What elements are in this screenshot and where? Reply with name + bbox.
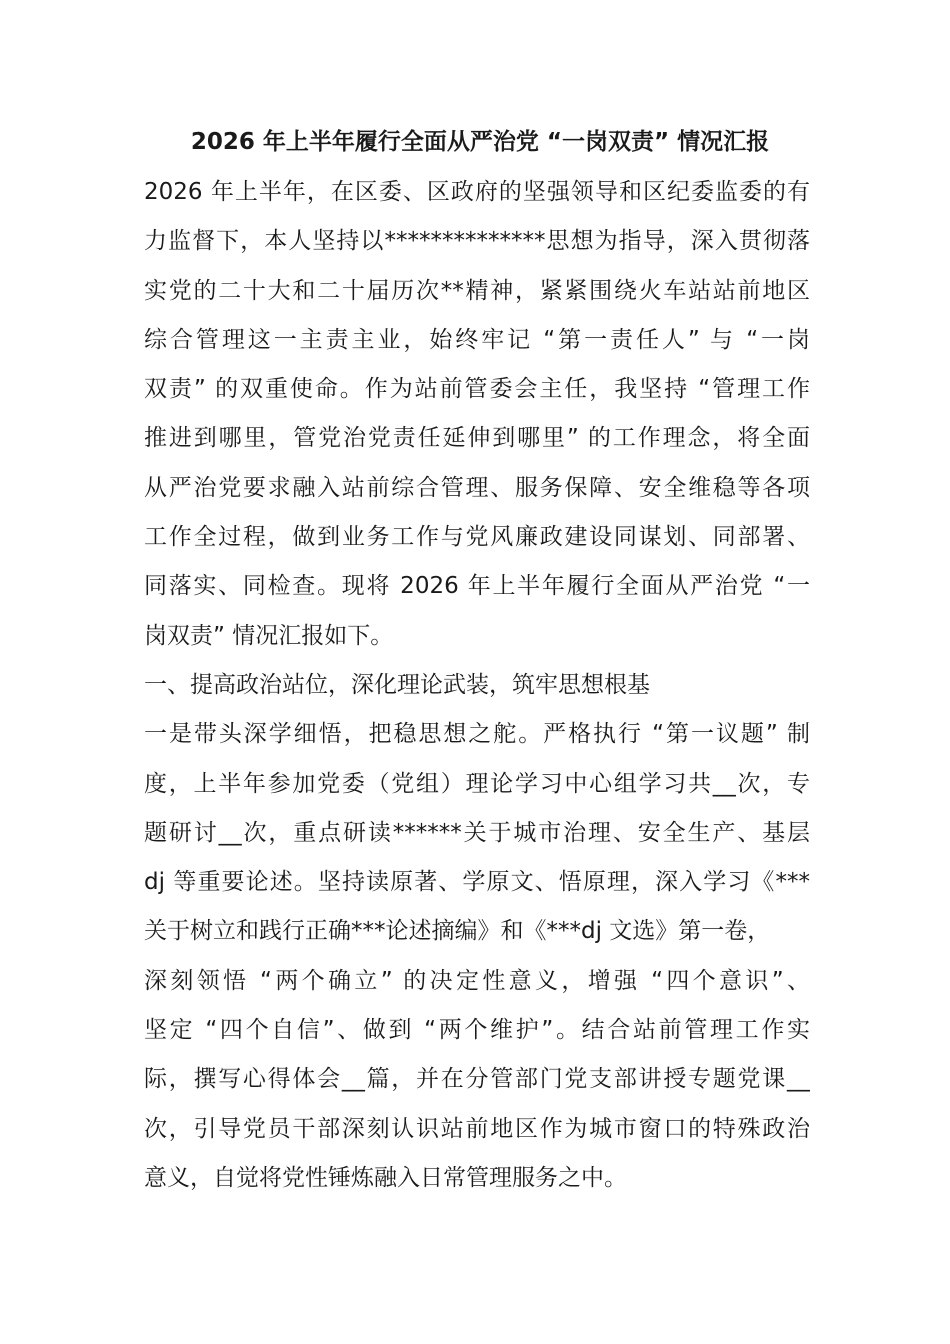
paragraph-line: 工作全过程，做到业务工作与党风廉政建设同谋划、同部署、 <box>144 524 810 551</box>
document-title: 2026 年上半年履行全面从严治党 “一岗双责” 情况汇报 <box>190 129 770 155</box>
paragraph-line: 实党的二十大和二十届历次**精神，紧紧围绕火车站站前地区 <box>144 277 810 304</box>
paragraph-line: 2026 年上半年，在区委、区政府的坚强领导和区纪委监委的有 <box>144 179 810 205</box>
paragraph-line: 双责” 的双重使命。作为站前管委会主任，我坚持 “管理工作 <box>144 376 810 403</box>
paragraph-line: 际，撰写心得体会__篇，并在分管部门党支部讲授专题党课__ <box>144 1066 810 1093</box>
section-heading: 一、提高政治站位，深化理论武装，筑牢思想根基 <box>144 671 650 698</box>
paragraph-line: 从严治党要求融入站前综合管理、服务保障、安全维稳等各项 <box>144 474 810 501</box>
paragraph-line: 坚定 “四个自信”、做到 “两个维护”。结合站前管理工作实 <box>144 1017 810 1044</box>
paragraph-line: 深刻领悟 “两个确立” 的决定性意义，增强 “四个意识”、 <box>144 967 810 994</box>
paragraph-line: 题研讨__次，重点研读******关于城市治理、安全生产、基层 <box>144 819 810 846</box>
paragraph-line: 综合管理这一主责主业，始终牢记 “第一责任人” 与 “一岗 <box>144 326 810 353</box>
paragraph-line: 次，引导党员干部深刻认识站前地区作为城市窗口的特殊政治 <box>144 1115 810 1142</box>
paragraph-line: 意义，自觉将党性锤炼融入日常管理服务之中。 <box>144 1164 627 1191</box>
document-body <box>144 168 810 1203</box>
paragraph-line: dj 等重要论述。坚持读原著、学原文、悟原理，深入学习《*** <box>144 869 810 896</box>
paragraph-line: 岗双责” 情况汇报如下。 <box>144 622 394 649</box>
paragraph-line: 关于树立和践行正确***论述摘编》和《***dj 文选》第一卷， <box>144 918 771 945</box>
paragraph-line: 同落实、同检查。现将 2026 年上半年履行全面从严治党 “一 <box>144 573 810 600</box>
paragraph-line: 力监督下，本人坚持以**************思想为指导，深入贯彻落 <box>144 228 810 255</box>
paragraph-line: 推进到哪里，管党治党责任延伸到哪里” 的工作理念，将全面 <box>144 425 810 452</box>
paragraph-line: 一是带头深学细悟，把稳思想之舵。严格执行 “第一议题” 制 <box>144 721 810 748</box>
paragraph-line: 度，上半年参加党委（党组）理论学习中心组学习共__次，专 <box>144 770 810 797</box>
